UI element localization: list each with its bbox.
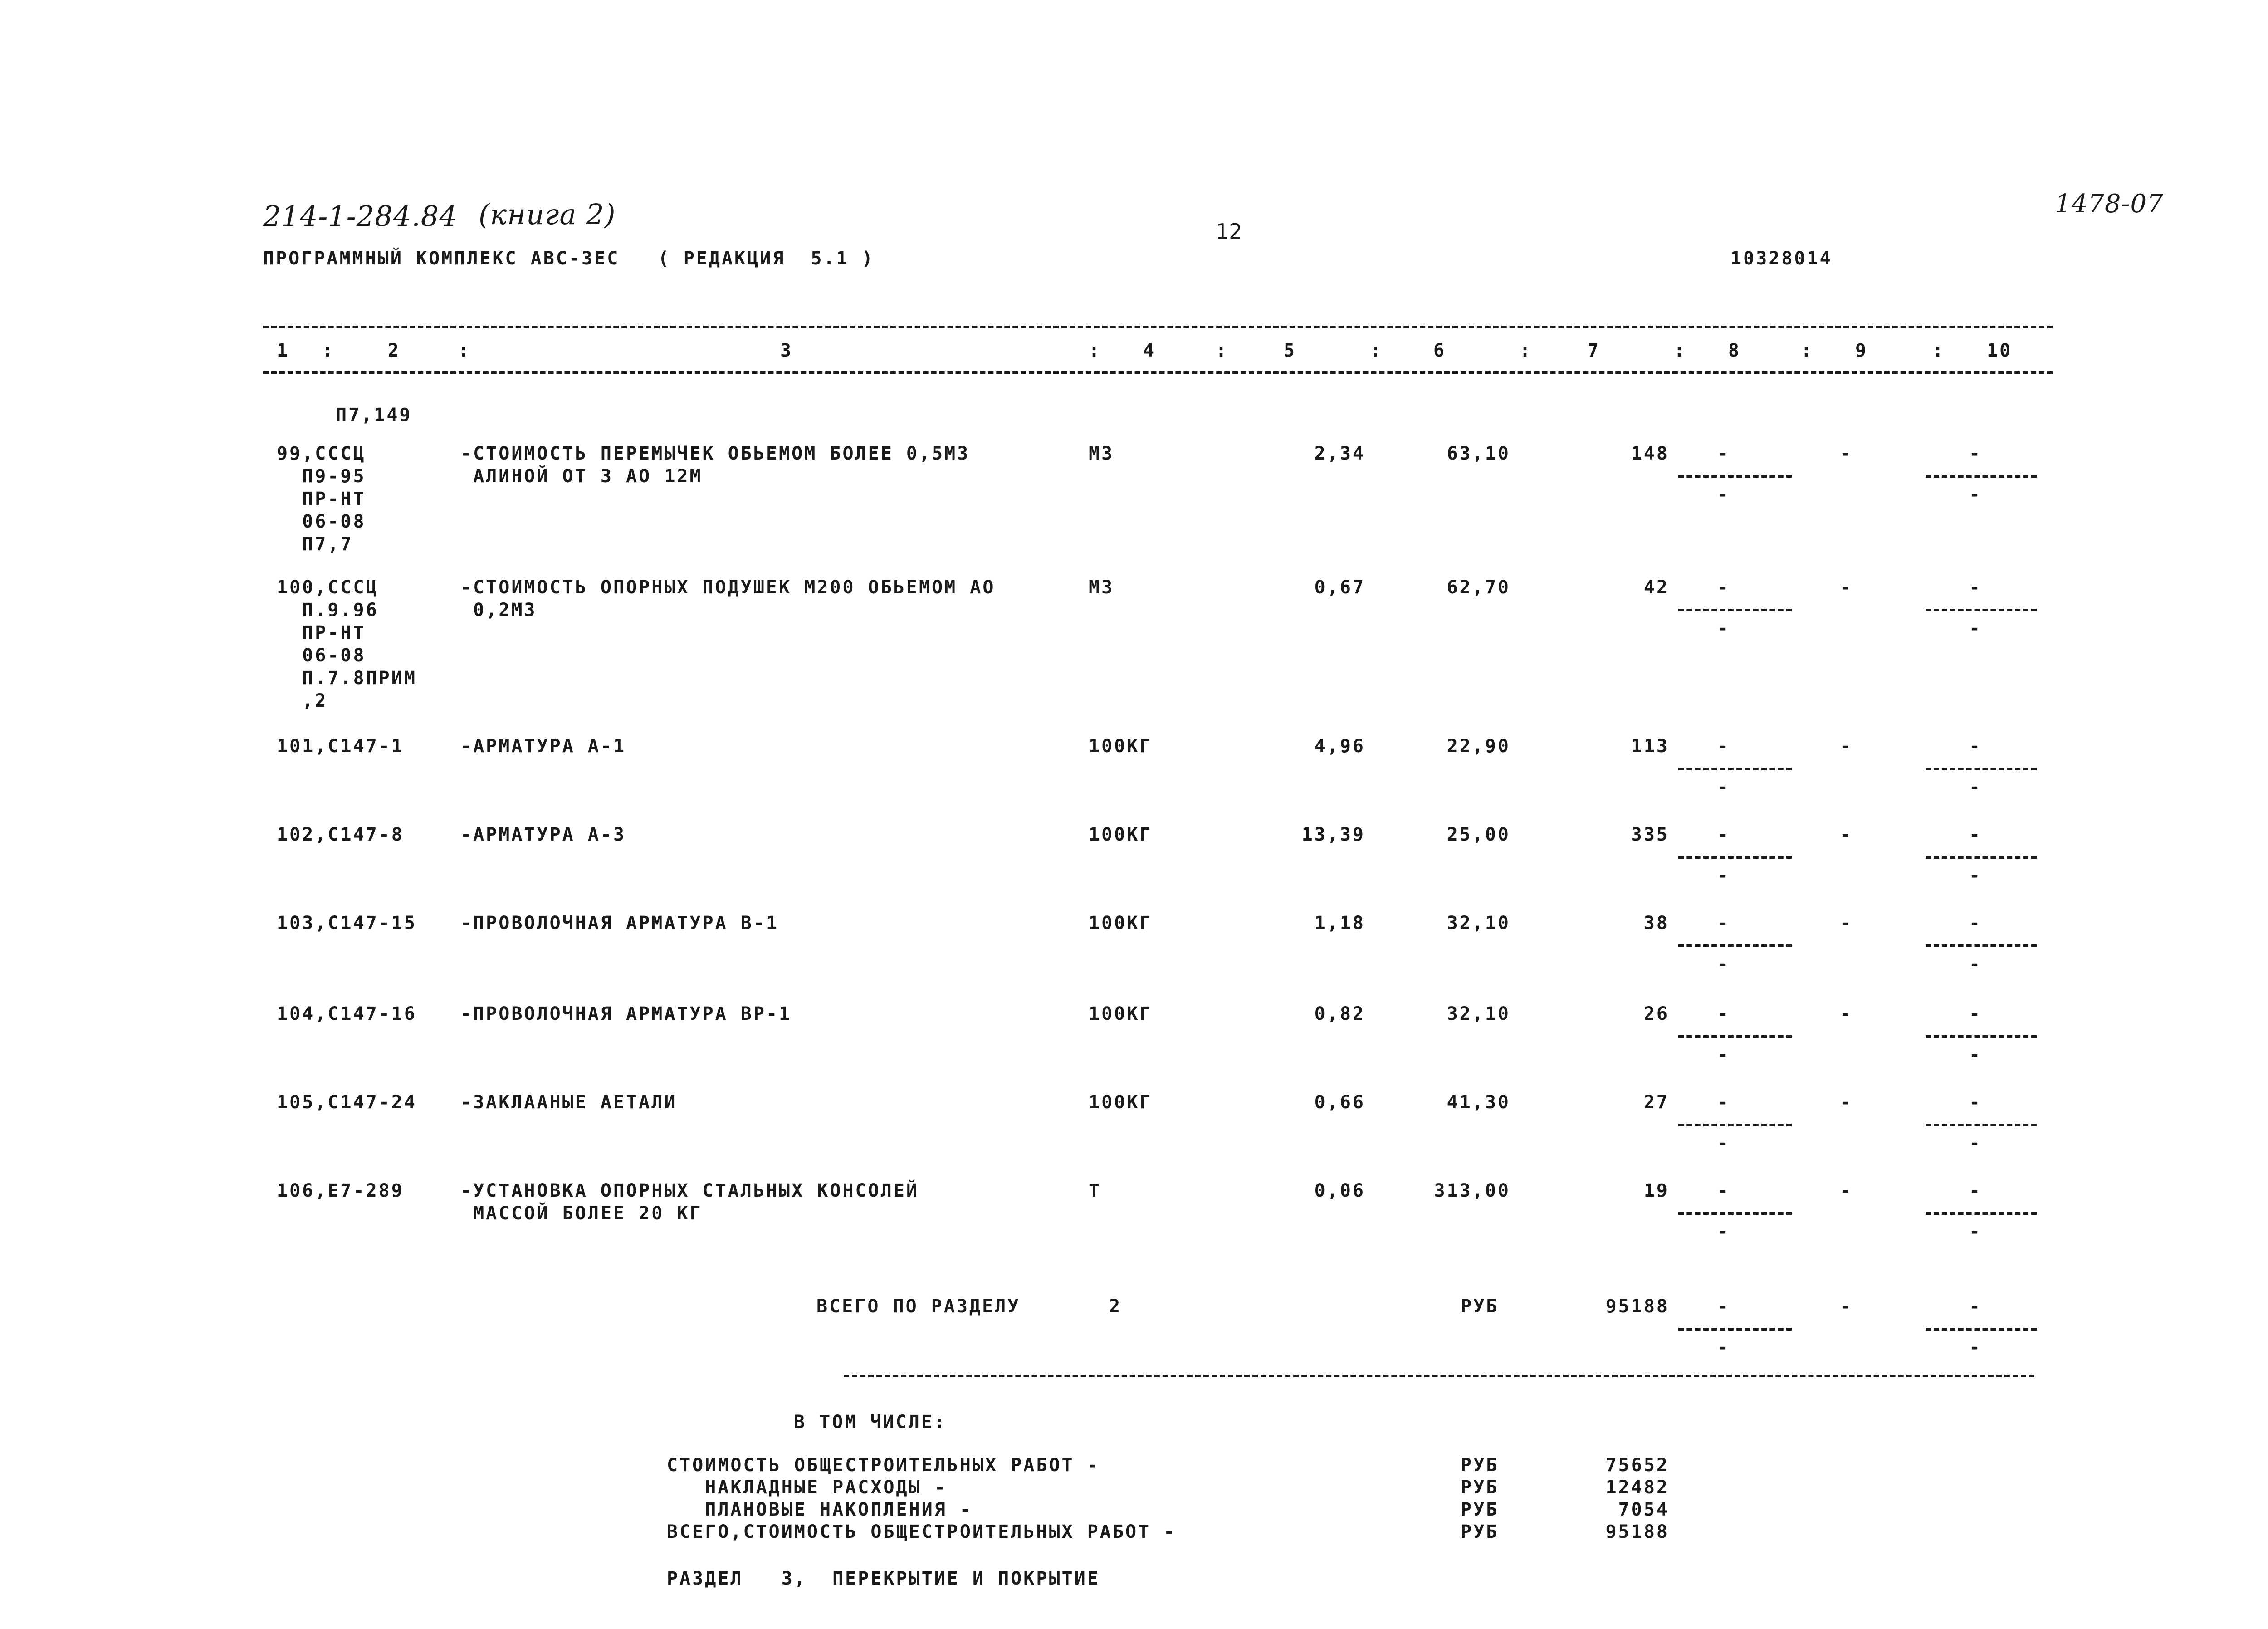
row-unit-price: 25,00 (1447, 824, 1510, 845)
row-quantity: 2,34 (1314, 443, 1365, 464)
column-sep-3: : (1089, 340, 1102, 361)
column-header-3: 3 (780, 340, 793, 361)
column-sep-4: : (1216, 340, 1229, 361)
row-col8-rule (1678, 475, 1792, 478)
breakdown-value: 12482 (1605, 1477, 1669, 1498)
row-col8-top: - (1717, 1180, 1730, 1201)
row-code: 106,Е7-289 (277, 1180, 404, 1201)
row-quantity: 4,96 (1314, 736, 1365, 757)
column-header-7: 7 (1588, 340, 1601, 361)
row-code: 99,СССЦ П9-95 ПР-НТ 06-08 П7,7 (277, 443, 366, 555)
column-header-8: 8 (1728, 340, 1741, 361)
row-col8-bottom: - (1717, 484, 1730, 505)
row-code: 105,С147-24 (277, 1092, 417, 1113)
column-header-6: 6 (1433, 340, 1447, 361)
row-description: -СТОИМОСТЬ ОПОРНЫХ ПОДУШЕК М200 ОБЬЕМОМ АО 0,2М3 (460, 577, 996, 621)
section-total-col10-rule (1926, 1328, 2037, 1331)
row-unit-price: 63,10 (1447, 443, 1510, 464)
row-unit: 100КГ (1089, 824, 1153, 845)
row-col8-rule (1678, 944, 1792, 947)
row-col8-bottom: - (1717, 1221, 1730, 1242)
row-col8-top: - (1717, 1092, 1730, 1113)
row-col8-rule (1678, 1212, 1792, 1215)
column-sep-8: : (1801, 340, 1814, 361)
row-quantity: 0,82 (1314, 1003, 1365, 1024)
column-sep-9: : (1932, 340, 1945, 361)
row-col8-top: - (1717, 824, 1730, 845)
row-quantity: 0,66 (1314, 1092, 1365, 1113)
row-code: 104,С147-16 (277, 1003, 417, 1024)
row-description: -ПРОВОЛОЧНАЯ АРМАТУРА ВР-1 (460, 1003, 792, 1024)
row-col10-top: - (1969, 443, 1982, 464)
row-col9: - (1839, 1003, 1853, 1024)
row-unit: 100КГ (1089, 1003, 1153, 1024)
row-total: 27 (1643, 1092, 1669, 1113)
row-col8-top: - (1717, 443, 1730, 464)
handwritten-code: 214-1-284.84 (263, 200, 458, 233)
row-col8-top: - (1717, 736, 1730, 757)
row-col8-rule (1678, 1035, 1792, 1038)
row-col10-top: - (1969, 736, 1982, 757)
row-col10-bottom: - (1969, 618, 1982, 639)
row-unit: Т (1089, 1180, 1102, 1201)
row-description: -ЗАКЛААНЫЕ АЕТАЛИ (460, 1092, 677, 1113)
section-total-col10-bottom: - (1969, 1337, 1982, 1358)
row-description: -АРМАТУРА А-1 (460, 736, 626, 757)
row-col10-rule (1926, 609, 2037, 611)
row-col8-bottom: - (1717, 1133, 1730, 1154)
row-col8-top: - (1717, 913, 1730, 934)
section-total-number: 2 (1109, 1296, 1122, 1317)
including-label: В ТОМ ЧИСЛЕ: (794, 1412, 947, 1433)
section-total-rule (844, 1375, 2034, 1377)
breakdown-value: 75652 (1605, 1455, 1669, 1476)
section-total-value: 95188 (1605, 1296, 1669, 1317)
row-unit-price: 313,00 (1434, 1180, 1510, 1201)
row-col10-top: - (1969, 577, 1982, 598)
continuation-ref: П7,149 (336, 405, 412, 426)
row-col10-bottom: - (1969, 777, 1982, 797)
section-total-col8-top: - (1717, 1296, 1730, 1317)
row-col8-top: - (1717, 577, 1730, 598)
program-line: ПРОГРАММНЫЙ КОМПЛЕКС АВС-ЗЕС ( РЕДАКЦИЯ 5.1 ) (263, 248, 875, 269)
row-code: 100,СССЦ П.9.96 ПР-НТ 06-08 П.7.8ПРИМ ,2 (277, 577, 417, 711)
row-col8-bottom: - (1717, 1044, 1730, 1065)
row-col10-bottom: - (1969, 1221, 1982, 1242)
row-col8-bottom: - (1717, 618, 1730, 639)
row-total: 113 (1631, 736, 1669, 757)
column-sep-7: : (1674, 340, 1687, 361)
row-col8-bottom: - (1717, 954, 1730, 974)
breakdown-unit: РУБ (1461, 1521, 1499, 1542)
row-description: -ПРОВОЛОЧНАЯ АРМАТУРА В-1 (460, 913, 779, 934)
breakdown-label: СТОИМОСТЬ ОБЩЕСТРОИТЕЛЬНЫХ РАБОТ - (667, 1455, 1100, 1476)
breakdown-unit: РУБ (1461, 1455, 1499, 1476)
row-unit: 100КГ (1089, 1092, 1153, 1113)
row-col10-rule (1926, 475, 2037, 478)
row-unit: М3 (1089, 443, 1114, 464)
section-total-col8-rule (1678, 1328, 1792, 1331)
next-section-heading: РАЗДЕЛ 3, ПЕРЕКРЫТИЕ И ПОКРЫТИЕ (667, 1568, 1100, 1589)
row-col10-top: - (1969, 1180, 1982, 1201)
row-quantity: 0,06 (1314, 1180, 1365, 1201)
row-col10-bottom: - (1969, 954, 1982, 974)
column-sep-5: : (1370, 340, 1383, 361)
row-total: 19 (1643, 1180, 1669, 1201)
header-top-rule (263, 326, 2053, 328)
column-sep-2: : (458, 340, 471, 361)
section-total-col9: - (1839, 1296, 1853, 1317)
row-col10-top: - (1969, 1003, 1982, 1024)
row-col10-top: - (1969, 913, 1982, 934)
row-col10-bottom: - (1969, 1044, 1982, 1065)
row-quantity: 1,18 (1314, 913, 1365, 934)
column-header-2: 2 (388, 340, 401, 361)
row-description: -АРМАТУРА А-3 (460, 824, 626, 845)
row-total: 335 (1631, 824, 1669, 845)
row-col9: - (1839, 736, 1853, 757)
row-unit-price: 41,30 (1447, 1092, 1510, 1113)
row-col8-bottom: - (1717, 777, 1730, 797)
section-total-unit: РУБ (1461, 1296, 1499, 1317)
row-total: 148 (1631, 443, 1669, 464)
header-bottom-rule (263, 371, 2053, 374)
row-col8-rule (1678, 609, 1792, 611)
row-col10-top: - (1969, 1092, 1982, 1113)
breakdown-label: ВСЕГО,СТОИМОСТЬ ОБЩЕСТРОИТЕЛЬНЫХ РАБОТ - (667, 1521, 1177, 1542)
row-col10-bottom: - (1969, 1133, 1982, 1154)
row-unit-price: 62,70 (1447, 577, 1510, 598)
row-col9: - (1839, 1092, 1853, 1113)
row-col8-bottom: - (1717, 865, 1730, 886)
section-total-col8-bottom: - (1717, 1337, 1730, 1358)
row-unit-price: 32,10 (1447, 913, 1510, 934)
row-total: 26 (1643, 1003, 1669, 1024)
breakdown-value: 7054 (1618, 1499, 1669, 1520)
row-col10-rule (1926, 1035, 2037, 1038)
row-total: 42 (1643, 577, 1669, 598)
breakdown-label: ПЛАНОВЫЕ НАКОПЛЕНИЯ - (667, 1499, 973, 1520)
row-col10-rule (1926, 768, 2037, 770)
row-col9: - (1839, 913, 1853, 934)
row-unit: 100КГ (1089, 913, 1153, 934)
row-col9: - (1839, 1180, 1853, 1201)
row-unit-price: 32,10 (1447, 1003, 1510, 1024)
row-description: -СТОИМОСТЬ ПЕРЕМЫЧЕК ОБЬЕМОМ БОЛЕЕ 0,5М3 АЛИНОЙ ОТ 3 АО 12М (460, 443, 970, 487)
breakdown-unit: РУБ (1461, 1477, 1499, 1498)
row-col10-rule (1926, 1124, 2037, 1126)
page-number: 12 (1216, 219, 1242, 244)
row-quantity: 0,67 (1314, 577, 1365, 598)
row-quantity: 13,39 (1301, 824, 1365, 845)
row-col9: - (1839, 824, 1853, 845)
row-col8-rule (1678, 1124, 1792, 1126)
column-header-5: 5 (1284, 340, 1297, 361)
column-sep-6: : (1520, 340, 1533, 361)
row-col10-top: - (1969, 824, 1982, 845)
breakdown-unit: РУБ (1461, 1499, 1499, 1520)
row-code: 103,С147-15 (277, 913, 417, 934)
row-code: 101,С147-1 (277, 736, 404, 757)
row-col10-rule (1926, 856, 2037, 859)
row-col9: - (1839, 577, 1853, 598)
row-col8-rule (1678, 768, 1792, 770)
breakdown-value: 95188 (1605, 1521, 1669, 1542)
column-sep-1: : (322, 340, 335, 361)
column-header-9: 9 (1855, 340, 1868, 361)
row-unit: 100КГ (1089, 736, 1153, 757)
row-col8-rule (1678, 856, 1792, 859)
row-total: 38 (1643, 913, 1669, 934)
row-col8-top: - (1717, 1003, 1730, 1024)
row-description: -УСТАНОВКА ОПОРНЫХ СТАЛЬНЫХ КОНСОЛЕЙ МАССОЙ БОЛЕЕ 20 КГ (460, 1180, 919, 1224)
row-unit-price: 22,90 (1447, 736, 1510, 757)
handwritten-book-label: (книга 2) (479, 198, 616, 231)
doc-number: 10328014 (1730, 248, 1833, 269)
row-col10-rule (1926, 944, 2037, 947)
column-header-1: 1 (277, 340, 290, 361)
corner-code: 1478-07 (2055, 189, 2164, 219)
column-header-4: 4 (1143, 340, 1156, 361)
row-code: 102,С147-8 (277, 824, 404, 845)
row-col10-bottom: - (1969, 484, 1982, 505)
row-unit: М3 (1089, 577, 1114, 598)
row-col10-rule (1926, 1212, 2037, 1215)
row-col10-bottom: - (1969, 865, 1982, 886)
breakdown-label: НАКЛАДНЫЕ РАСХОДЫ - (667, 1477, 947, 1498)
row-col9: - (1839, 443, 1853, 464)
column-header-10: 10 (1987, 340, 2013, 361)
section-total-col10-top: - (1969, 1296, 1982, 1317)
section-total-label: ВСЕГО ПО РАЗДЕЛУ (816, 1296, 1021, 1317)
